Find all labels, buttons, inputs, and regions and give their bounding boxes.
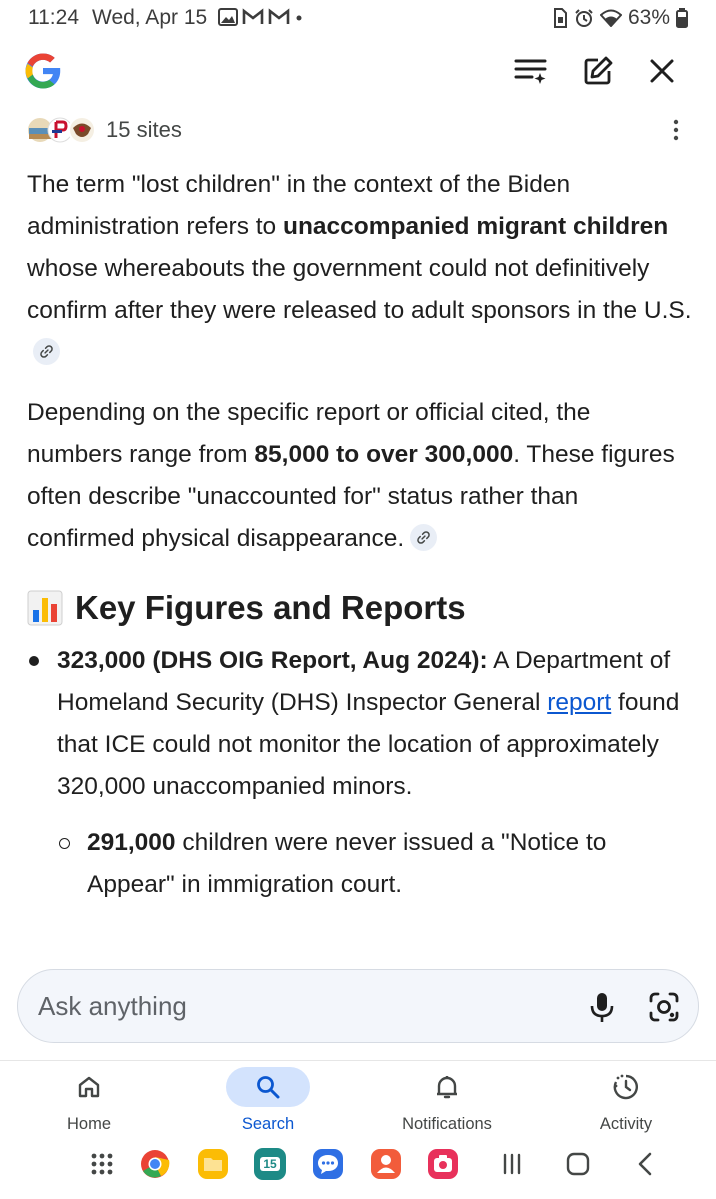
calendar-icon[interactable]: 15 (254, 1148, 286, 1180)
status-date: Wed, Apr 15 (92, 6, 208, 29)
source-link-chip[interactable] (33, 338, 60, 365)
messages-icon[interactable] (312, 1148, 344, 1180)
google-logo[interactable] (22, 50, 64, 92)
camera-icon[interactable] (427, 1148, 459, 1180)
ai-answer (27, 164, 692, 906)
wifi-icon (600, 9, 622, 27)
edit-button[interactable] (581, 54, 615, 88)
ask-bar[interactable] (17, 969, 699, 1043)
nav-search[interactable] (208, 1061, 328, 1141)
bar-chart-icon (27, 590, 63, 626)
status-time: 11:24 (28, 6, 79, 29)
nav-activity[interactable] (566, 1061, 686, 1141)
link-icon (416, 530, 431, 545)
site-favicons (26, 116, 98, 144)
filter-list-button[interactable] (514, 54, 548, 88)
files-icon[interactable] (197, 1148, 229, 1180)
system-dock (0, 1148, 716, 1188)
nav-notifications-label: Notifications (402, 1115, 492, 1133)
search-icon (255, 1074, 281, 1100)
dot-icon (294, 8, 304, 26)
answer-paragraph-1: The term "lost children" in the context of the Biden administration refers to unaccompanied migrant children whose whereabouts the government could not definitively confirm after they were released to adult sponsors in the U.S. (27, 164, 692, 374)
battery-icon (676, 8, 688, 28)
sites-count-label[interactable]: 15 sites (106, 117, 182, 142)
nav-home[interactable] (29, 1061, 149, 1141)
status-bar (0, 0, 716, 36)
sub-list (57, 822, 692, 906)
active-pill (226, 1067, 310, 1107)
bell-icon (434, 1073, 460, 1101)
nav-notifications[interactable] (387, 1061, 507, 1141)
app-drawer-icon[interactable] (86, 1148, 118, 1180)
list-item: 291,000 children were never issued a "Notice to Appear" in immigration court. (57, 822, 692, 906)
link-icon (39, 344, 54, 359)
home-button-icon[interactable] (562, 1148, 594, 1180)
home-icon (76, 1074, 102, 1100)
answer-paragraph-2: Depending on the specific report or official cited, the numbers range from 85,000 to over 300,000. These figures often describe "unaccounted for" status rather than confirmed physical disappearance. (27, 399, 675, 552)
sources-row[interactable] (26, 112, 690, 148)
back-icon[interactable] (630, 1148, 662, 1180)
more-options-icon[interactable] (662, 116, 690, 144)
nav-activity-label: Activity (599, 1115, 653, 1133)
close-icon (649, 58, 675, 84)
chrome-icon[interactable] (139, 1148, 171, 1180)
ask-input[interactable] (38, 986, 558, 1026)
nav-home-label: Home (66, 1115, 111, 1133)
list-item: 323,000 (DHS OIG Report, Aug 2024): A Department of Homeland Security (DHS) Inspector General report found that ICE could not monitor the location of approximately 320,000 unaccompanied minors. 291,000 children were never issued a "Notice to Appear" in immigration court. (27, 640, 692, 906)
contacts-icon[interactable] (370, 1148, 402, 1180)
app-header (0, 46, 716, 96)
lens-camera-icon[interactable] (647, 990, 681, 1024)
activity-icon (612, 1073, 640, 1101)
report-link[interactable]: report (547, 689, 612, 716)
microphone-icon[interactable] (585, 990, 619, 1024)
gmail-icon (242, 8, 264, 26)
gallery-icon (218, 8, 238, 26)
close-button[interactable] (645, 54, 679, 88)
key-figures-list (27, 640, 692, 906)
recents-icon[interactable] (496, 1148, 528, 1180)
nav-search-label: Search (241, 1115, 295, 1133)
alarm-icon (574, 8, 594, 28)
sim-icon (552, 8, 568, 28)
battery-percent: 63% (627, 6, 670, 29)
status-right (552, 6, 688, 30)
notification-icons (218, 8, 304, 26)
filter-list-icon (514, 58, 548, 84)
source-link-chip[interactable] (410, 524, 437, 551)
edit-icon (582, 55, 614, 87)
bottom-navigation (0, 1060, 716, 1140)
gmail-icon (268, 8, 290, 26)
section-heading: Key Figures and Reports (27, 586, 692, 630)
